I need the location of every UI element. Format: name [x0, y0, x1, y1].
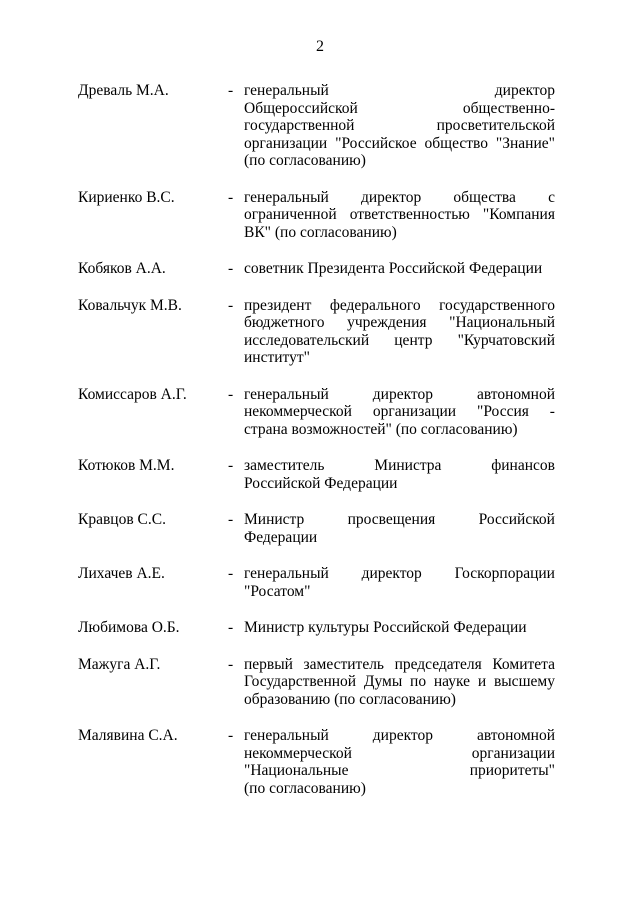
member-position-line: образованию (по согласованию) — [244, 690, 456, 708]
member-dash: - — [228, 385, 234, 403]
member-name: Малявина С.А. — [78, 727, 178, 744]
member-position — [244, 565, 555, 600]
member-name: Древаль М.А. — [78, 82, 169, 99]
member-name: Любимова О.Б. — [78, 619, 180, 636]
page-number: 2 — [316, 38, 324, 55]
member-position-line: некоммерческой организации "Россия - — [244, 403, 555, 420]
member-position-line: Российской Федерации — [244, 474, 398, 492]
member-name: Кобяков А.А. — [78, 260, 166, 277]
member-position — [244, 297, 555, 367]
member-position-line: генеральный директор автономной — [244, 727, 555, 744]
member-position-line: Общероссийской общественно- — [244, 99, 555, 117]
member-entry — [0, 297, 640, 367]
member-entry — [0, 82, 640, 170]
member-name: Мажуга А.Г. — [78, 655, 161, 673]
member-position-line: исследовательский центр "Курчатовский — [244, 331, 555, 349]
member-position-line: государственной просветительской — [244, 117, 555, 134]
member-position — [244, 727, 555, 797]
member-position-line: генеральный директор — [244, 82, 555, 99]
member-dash: - — [228, 619, 234, 636]
member-dash: - — [228, 511, 234, 528]
member-position-line: ограниченной ответственностью "Компания — [244, 206, 555, 223]
member-position — [244, 82, 555, 170]
member-position-line: президент федерального государственного — [244, 296, 555, 314]
member-position-line: заместитель Министра финансов — [244, 457, 555, 474]
member-dash: - — [228, 565, 234, 582]
member-position — [244, 619, 555, 637]
member-position-line: первый заместитель председателя Комитета — [244, 655, 555, 673]
member-position-line: советник Президента Российской Федерации — [244, 260, 543, 277]
member-position-line: институт" — [244, 349, 310, 366]
member-list — [0, 82, 640, 816]
member-entry — [0, 565, 640, 600]
member-position-line: Министр культуры Российской Федерации — [244, 619, 527, 636]
member-dash: - — [228, 655, 234, 673]
member-dash: - — [228, 727, 234, 744]
member-position — [244, 386, 555, 439]
member-entry — [0, 189, 640, 242]
member-entry — [0, 386, 640, 439]
member-name: Котюков М.М. — [78, 457, 175, 474]
member-name: Комиссаров А.Г. — [78, 385, 187, 403]
member-position-line: организации "Российское общество "Знание" — [244, 134, 555, 152]
member-name: Ковальчук М.В. — [78, 296, 182, 314]
member-position-line: Министр просвещения Российской — [244, 511, 555, 528]
member-dash: - — [228, 457, 234, 474]
member-position — [244, 189, 555, 242]
member-name: Кравцов С.С. — [78, 511, 166, 528]
member-name: Лихачев А.Е. — [78, 565, 165, 582]
member-entry — [0, 260, 640, 278]
member-position-line: "Росатом" — [244, 582, 311, 600]
member-name: Кириенко В.С. — [78, 188, 175, 206]
member-dash: - — [228, 260, 234, 277]
member-position — [244, 457, 555, 492]
member-entry — [0, 619, 640, 637]
member-position — [244, 260, 555, 278]
member-position-line: некоммерческой организации — [244, 744, 555, 762]
member-position-line: Государственной Думы по науке и высшему — [244, 673, 555, 690]
member-position-line: (по согласованию) — [244, 152, 366, 169]
member-entry — [0, 656, 640, 709]
member-position-line: генеральный директор Госкорпорации — [244, 565, 555, 582]
member-entry — [0, 727, 640, 797]
member-position-line: "Национальные приоритеты" — [244, 762, 555, 779]
member-position-line: ВК" (по согласованию) — [244, 223, 397, 241]
member-entry — [0, 457, 640, 492]
member-position-line: Федерации — [244, 528, 318, 546]
member-dash: - — [228, 188, 234, 206]
member-position-line: (по согласованию) — [244, 779, 366, 797]
member-position-line: страна возможностей" (по согласованию) — [244, 420, 518, 438]
member-position-line: генеральный директор автономной — [244, 385, 555, 403]
member-entry — [0, 511, 640, 546]
member-position — [244, 656, 555, 709]
member-dash: - — [228, 82, 234, 99]
member-position-line: бюджетного учреждения "Национальный — [244, 314, 555, 331]
member-position — [244, 511, 555, 546]
member-dash: - — [228, 296, 234, 314]
member-position-line: генеральный директор общества с — [244, 188, 555, 206]
